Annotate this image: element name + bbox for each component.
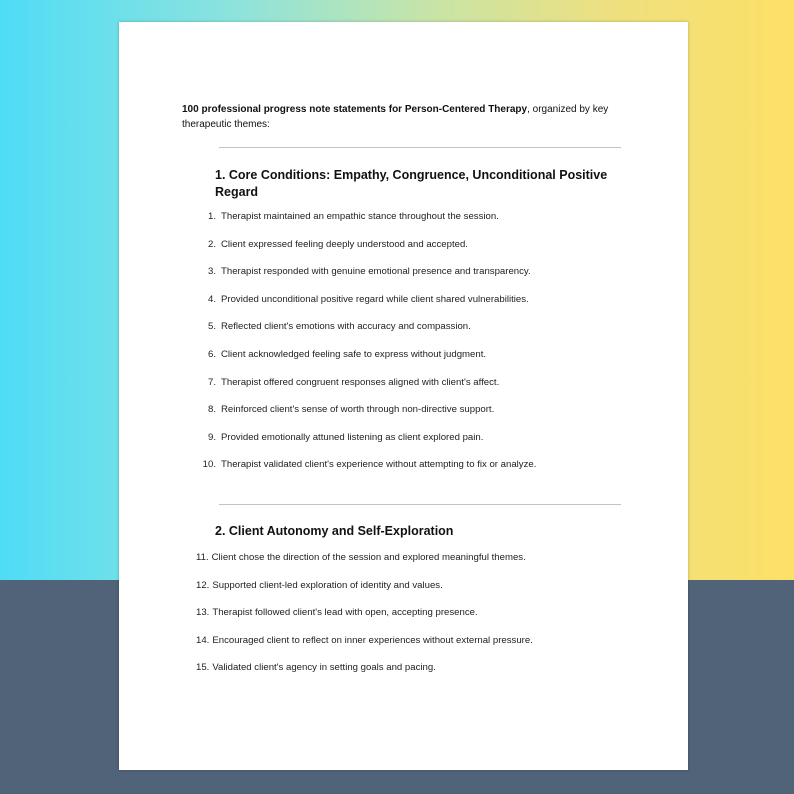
section-divider	[219, 147, 621, 148]
list-item: 12. Supported client-led exploration of identity and values.	[196, 579, 443, 591]
list-item: 8. Reinforced client's sense of worth through non-directive support.	[207, 404, 495, 416]
section-divider	[219, 504, 621, 505]
list-item: 14. Encouraged client to reflect on inner experiences without external pressure.	[196, 634, 533, 646]
list-item: 4. Provided unconditional positive regard while client shared vulnerabilities.	[207, 293, 529, 305]
list-item: 2. Client expressed feeling deeply understood and accepted.	[207, 238, 468, 250]
document-page	[119, 22, 688, 770]
intro-text: , organized by key therapeutic themes:	[182, 104, 609, 130]
list-item: 6. Client acknowledged feeling safe to express without judgment.	[207, 348, 487, 360]
section-heading: 1. Core Conditions: Empathy, Congruence, Unconditional Positive Regard	[215, 168, 608, 199]
list-item: 9. Provided emotionally attuned listening as client explored pain.	[207, 431, 484, 443]
list-item: 11. Client chose the direction of the session and explored meaningful themes.	[196, 552, 526, 563]
list-item: 7. Therapist offered congruent responses aligned with client's affect.	[207, 376, 500, 388]
statement-list	[196, 211, 676, 487]
intro-paragraph	[182, 102, 622, 132]
section-heading: 2. Client Autonomy and Self-Exploration	[215, 524, 454, 538]
list-item: 1. Therapist maintained an empathic stance throughout the session.	[207, 211, 499, 222]
list-item: 10. Therapist validated client's experience without attempting to fix or analyze.	[202, 459, 537, 471]
list-item: 5. Reflected client's emotions with accuracy and compassion.	[207, 321, 471, 333]
list-item: 13. Therapist followed client's lead with open, accepting presence.	[196, 607, 478, 619]
statement-list	[196, 552, 676, 690]
intro-bold-text: 100 professional progress note statements for Person-Centered Therapy	[182, 104, 528, 115]
list-item: 15. Validated client's agency in setting goals and pacing.	[196, 662, 436, 674]
list-item: 3. Therapist responded with genuine emotional presence and transparency.	[207, 266, 531, 278]
